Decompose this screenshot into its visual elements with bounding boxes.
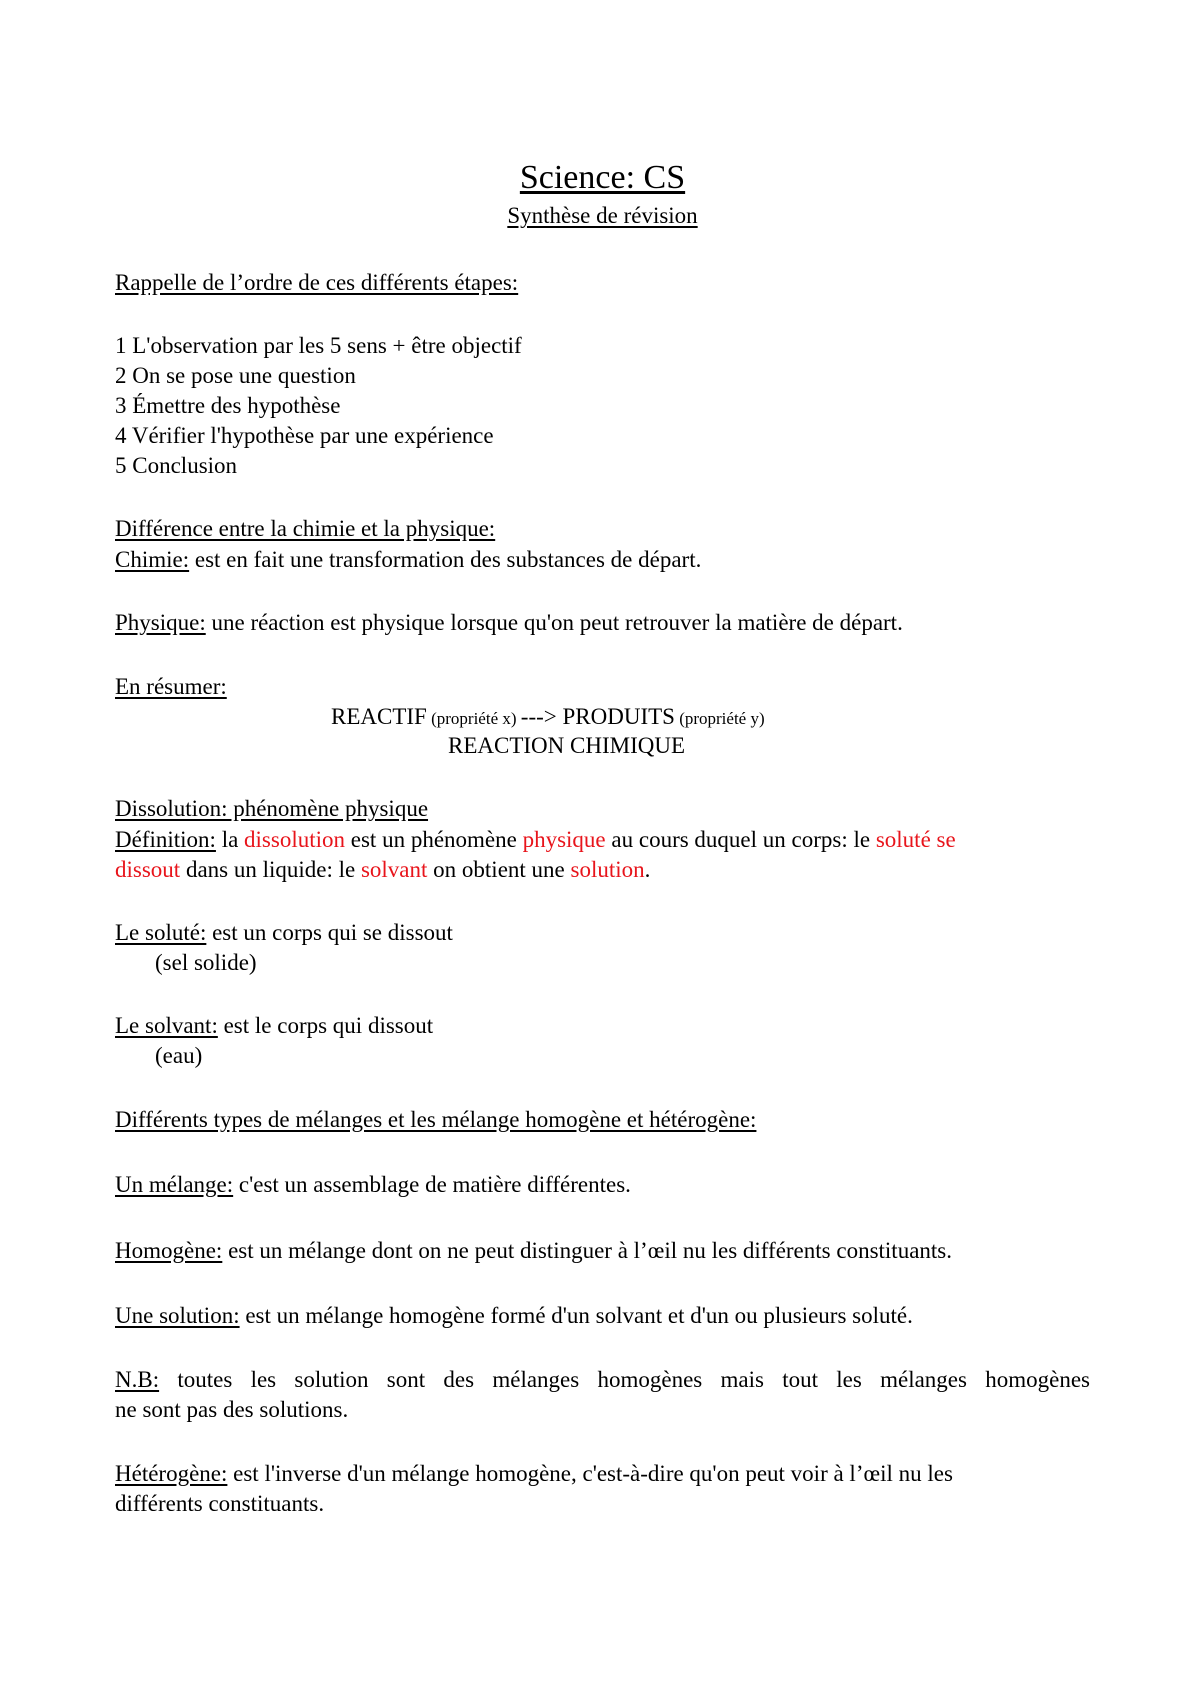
step-item-4: 4 Vérifier l'hypothèse par une expérience	[115, 423, 494, 448]
definition-red-solvant: solvant	[360, 857, 428, 882]
solute-example: (sel solide)	[155, 950, 257, 975]
physique-text: une réaction est physique lorsque qu'on peut retrouver la matière de départ.	[205, 610, 903, 635]
melange-label: Un mélange:	[115, 1172, 234, 1197]
solute-label: Le soluté:	[115, 920, 207, 945]
solvant-label: Le solvant:	[115, 1013, 218, 1038]
page-subtitle-text: Synthèse de révision	[507, 203, 698, 228]
solvant-definition	[115, 1011, 433, 1041]
produits-property: (propriété y)	[674, 709, 765, 728]
physique-label: Physique:	[115, 610, 206, 635]
reactif-property: (propriété x)	[426, 709, 521, 728]
step-item-3: 3 Émettre des hypothèse	[115, 393, 341, 418]
homogene-text: est un mélange dont on ne peut distinguer à l’œil nu les différents constituants.	[222, 1238, 952, 1263]
reaction-chimique-label: REACTION CHIMIQUE	[448, 733, 686, 758]
difference-heading-text: Différence entre la chimie et la physique:	[115, 516, 496, 541]
produits-text: PRODUITS	[562, 704, 675, 729]
definition-text-6: .	[644, 857, 651, 882]
step-item-1: 1 L'observation par les 5 sens + être objectif	[115, 333, 522, 358]
steps-heading	[115, 268, 518, 298]
solvant-example: (eau)	[155, 1043, 203, 1068]
page-subtitle	[115, 201, 1090, 231]
difference-heading	[115, 514, 495, 544]
definition-text-4: dans un liquide: le	[180, 857, 361, 882]
heterogene-label: Hétérogène:	[115, 1461, 228, 1486]
solution-definition	[115, 1301, 913, 1331]
chimie-definition	[115, 545, 701, 575]
definition-text-2: est un phénomène	[345, 827, 523, 852]
definition-text-3: au cours duquel un corps: le	[605, 827, 876, 852]
dissolution-definition-line2	[115, 855, 650, 885]
solute-text: est un corps qui se dissout	[206, 920, 453, 945]
definition-red-physique: physique	[522, 827, 606, 852]
step-item-2: 2 On se pose une question	[115, 363, 356, 388]
chimie-label: Chimie:	[115, 547, 190, 572]
melange-text: c'est un assemblage de matière différentes.	[233, 1172, 631, 1197]
definition-red-solution: solution	[570, 857, 645, 882]
chimie-text: est en fait une transformation des substances de départ.	[189, 547, 702, 572]
heterogene-text-1: est l'inverse d'un mélange homogène, c'est-à-dire qu'on peut voir à l’œil nu les	[227, 1461, 953, 1486]
page-title	[115, 158, 1090, 198]
types-heading-text: Différents types de mélanges et les mélange homogène et hétérogène:	[115, 1107, 757, 1132]
definition-text-1: la	[215, 827, 245, 852]
step-item-5: 5 Conclusion	[115, 453, 238, 478]
dissolution-heading-text: Dissolution: phénomène physique	[115, 796, 429, 821]
heterogene-definition-line2: différents constituants.	[115, 1491, 325, 1516]
definition-red-dissolution: dissolution	[244, 827, 346, 852]
types-heading	[115, 1105, 756, 1135]
nb-note-line2: ne sont pas des solutions.	[115, 1397, 349, 1422]
resumer-label: En résumer:	[115, 674, 227, 699]
reactif-text: REACTIF	[331, 704, 427, 729]
nb-label: N.B:	[115, 1367, 160, 1392]
definition-red-solute: soluté se	[875, 827, 956, 852]
homogene-definition	[115, 1236, 952, 1266]
physique-definition	[115, 608, 903, 638]
solute-definition	[115, 918, 453, 948]
solvant-text: est le corps qui dissout	[217, 1013, 434, 1038]
nb-note-line1	[115, 1365, 1090, 1395]
homogene-label: Homogène:	[115, 1238, 223, 1263]
reaction-equation	[331, 702, 765, 734]
dissolution-definition-line1	[115, 825, 956, 855]
steps-heading-text: Rappelle de l’ordre de ces différents étapes:	[115, 270, 519, 295]
definition-label: Définition:	[115, 827, 216, 852]
dissolution-heading	[115, 794, 428, 824]
page-title-text: Science: CS	[519, 159, 686, 196]
solution-text: est un mélange homogène formé d'un solvant et d'un ou plusieurs soluté.	[239, 1303, 913, 1328]
nb-text-1: toutes les solution sont des mélanges homogènes mais tout les mélanges homogènes	[159, 1367, 1090, 1392]
reaction-arrow: --->	[520, 704, 563, 729]
resumer-heading	[115, 672, 227, 702]
definition-text-5: on obtient une	[427, 857, 571, 882]
solution-label: Une solution:	[115, 1303, 240, 1328]
melange-definition	[115, 1170, 631, 1200]
definition-red-dissout: dissout	[115, 857, 181, 882]
heterogene-definition-line1	[115, 1459, 953, 1489]
